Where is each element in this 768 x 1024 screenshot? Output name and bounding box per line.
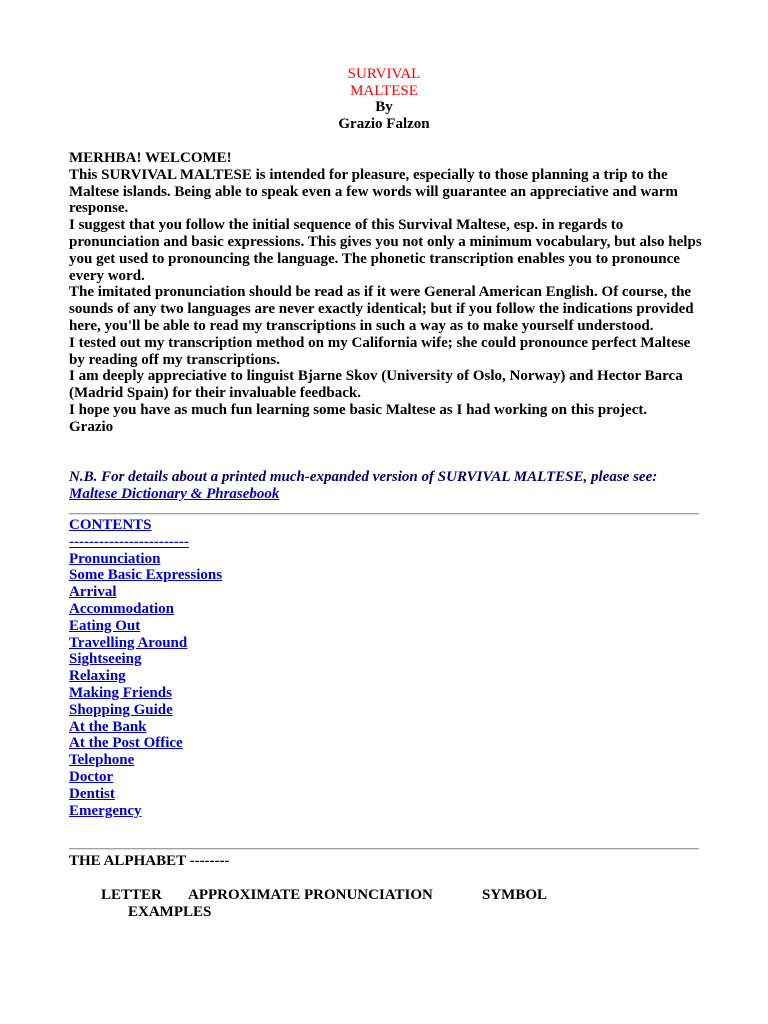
contents-link-pronunciation[interactable]: Pronunciation — [69, 550, 161, 567]
intro-paragraph: I am deeply appreciative to linguist Bjarne Skov (University of Oslo, Norway) and Hector Barca (Madrid Spain) for their invaluable feedback. — [69, 368, 683, 402]
column-pronunciation: APPROXIMATE PRONUNCIATION — [188, 887, 433, 903]
contents-link-at-the-bank[interactable]: At the Bank — [69, 718, 147, 735]
contents-link-emergency[interactable]: Emergency — [69, 802, 142, 819]
contents-link-doctor[interactable]: Doctor — [69, 768, 114, 785]
intro-paragraph: I hope you have as much fun learning some basic Maltese as I had working on this project. — [69, 401, 648, 418]
title-block — [0, 66, 768, 132]
contents-link-shopping-guide[interactable]: Shopping Guide — [69, 701, 173, 718]
contents-list — [69, 517, 222, 819]
phrasebook-link[interactable]: Maltese Dictionary & Phrasebook — [69, 486, 280, 502]
divider-rule — [69, 513, 699, 515]
contents-link-eating-out[interactable]: Eating Out — [69, 617, 141, 634]
contents-heading-link[interactable]: CONTENTS — [69, 517, 152, 533]
note-text: N.B. For details about a printed much-expanded version of SURVIVAL MALTESE, please see: — [69, 469, 658, 485]
contents-link-post-office[interactable]: At the Post Office — [69, 735, 183, 752]
intro-paragraph: The imitated pronunciation should be read as if it were General American English. Of course, the sounds of any two languages are never exactly identical; but if you follow the indications provided here, you'll be able to read my transcriptions in such a way as to make yourself understood. — [69, 284, 694, 334]
intro-paragraph: This SURVIVAL MALTESE is intended for pleasure, especially to those planning a trip to the Maltese islands. Being able to speak even a few words will guarantee an appreciative and warm response. — [69, 166, 678, 217]
intro-text — [69, 150, 709, 436]
title-line-1: SURVIVAL — [347, 66, 421, 82]
contents-link-telephone[interactable]: Telephone — [69, 752, 135, 769]
intro-paragraph: I tested out my transcription method on my California wife; she could pronounce perfect Maltese by reading off my transcriptions. — [69, 334, 691, 368]
signature: Grazio — [69, 418, 114, 435]
title-line-2: MALTESE — [350, 82, 418, 99]
intro-paragraph: I suggest that you follow the initial sequence of this Survival Maltese, esp. in regards to pronunciation and basic expressions. This gives you not only a minimum vocabulary, but also helps you get used to pronouncing the language. The phonetic transcription enables you to pronounce every word. — [69, 217, 702, 284]
contents-link-sightseeing[interactable]: Sightseeing — [69, 651, 142, 668]
divider-rule — [69, 848, 699, 850]
author-name: Grazio Falzon — [338, 115, 430, 132]
contents-link-relaxing[interactable]: Relaxing — [69, 668, 126, 685]
contents-link-arrival[interactable]: Arrival — [69, 584, 117, 601]
column-symbol: SYMBOL — [482, 887, 548, 903]
alphabet-heading: THE ALPHABET -------- — [69, 853, 230, 869]
note-block — [69, 469, 709, 503]
column-letter: LETTER — [101, 887, 162, 903]
intro-paragraph: MERHBA! WELCOME! — [69, 150, 232, 166]
contents-link-travelling-around[interactable]: Travelling Around — [69, 634, 188, 651]
contents-link-accommodation[interactable]: Accommodation — [69, 600, 174, 617]
contents-divider-link[interactable]: ------------------------ — [69, 533, 189, 550]
contents-link-basic-expressions[interactable]: Some Basic Expressions — [69, 567, 223, 584]
column-examples: EXAMPLES — [128, 904, 212, 920]
by-label: By — [375, 99, 393, 115]
contents-link-making-friends[interactable]: Making Friends — [69, 684, 172, 701]
contents-link-dentist[interactable]: Dentist — [69, 785, 115, 802]
